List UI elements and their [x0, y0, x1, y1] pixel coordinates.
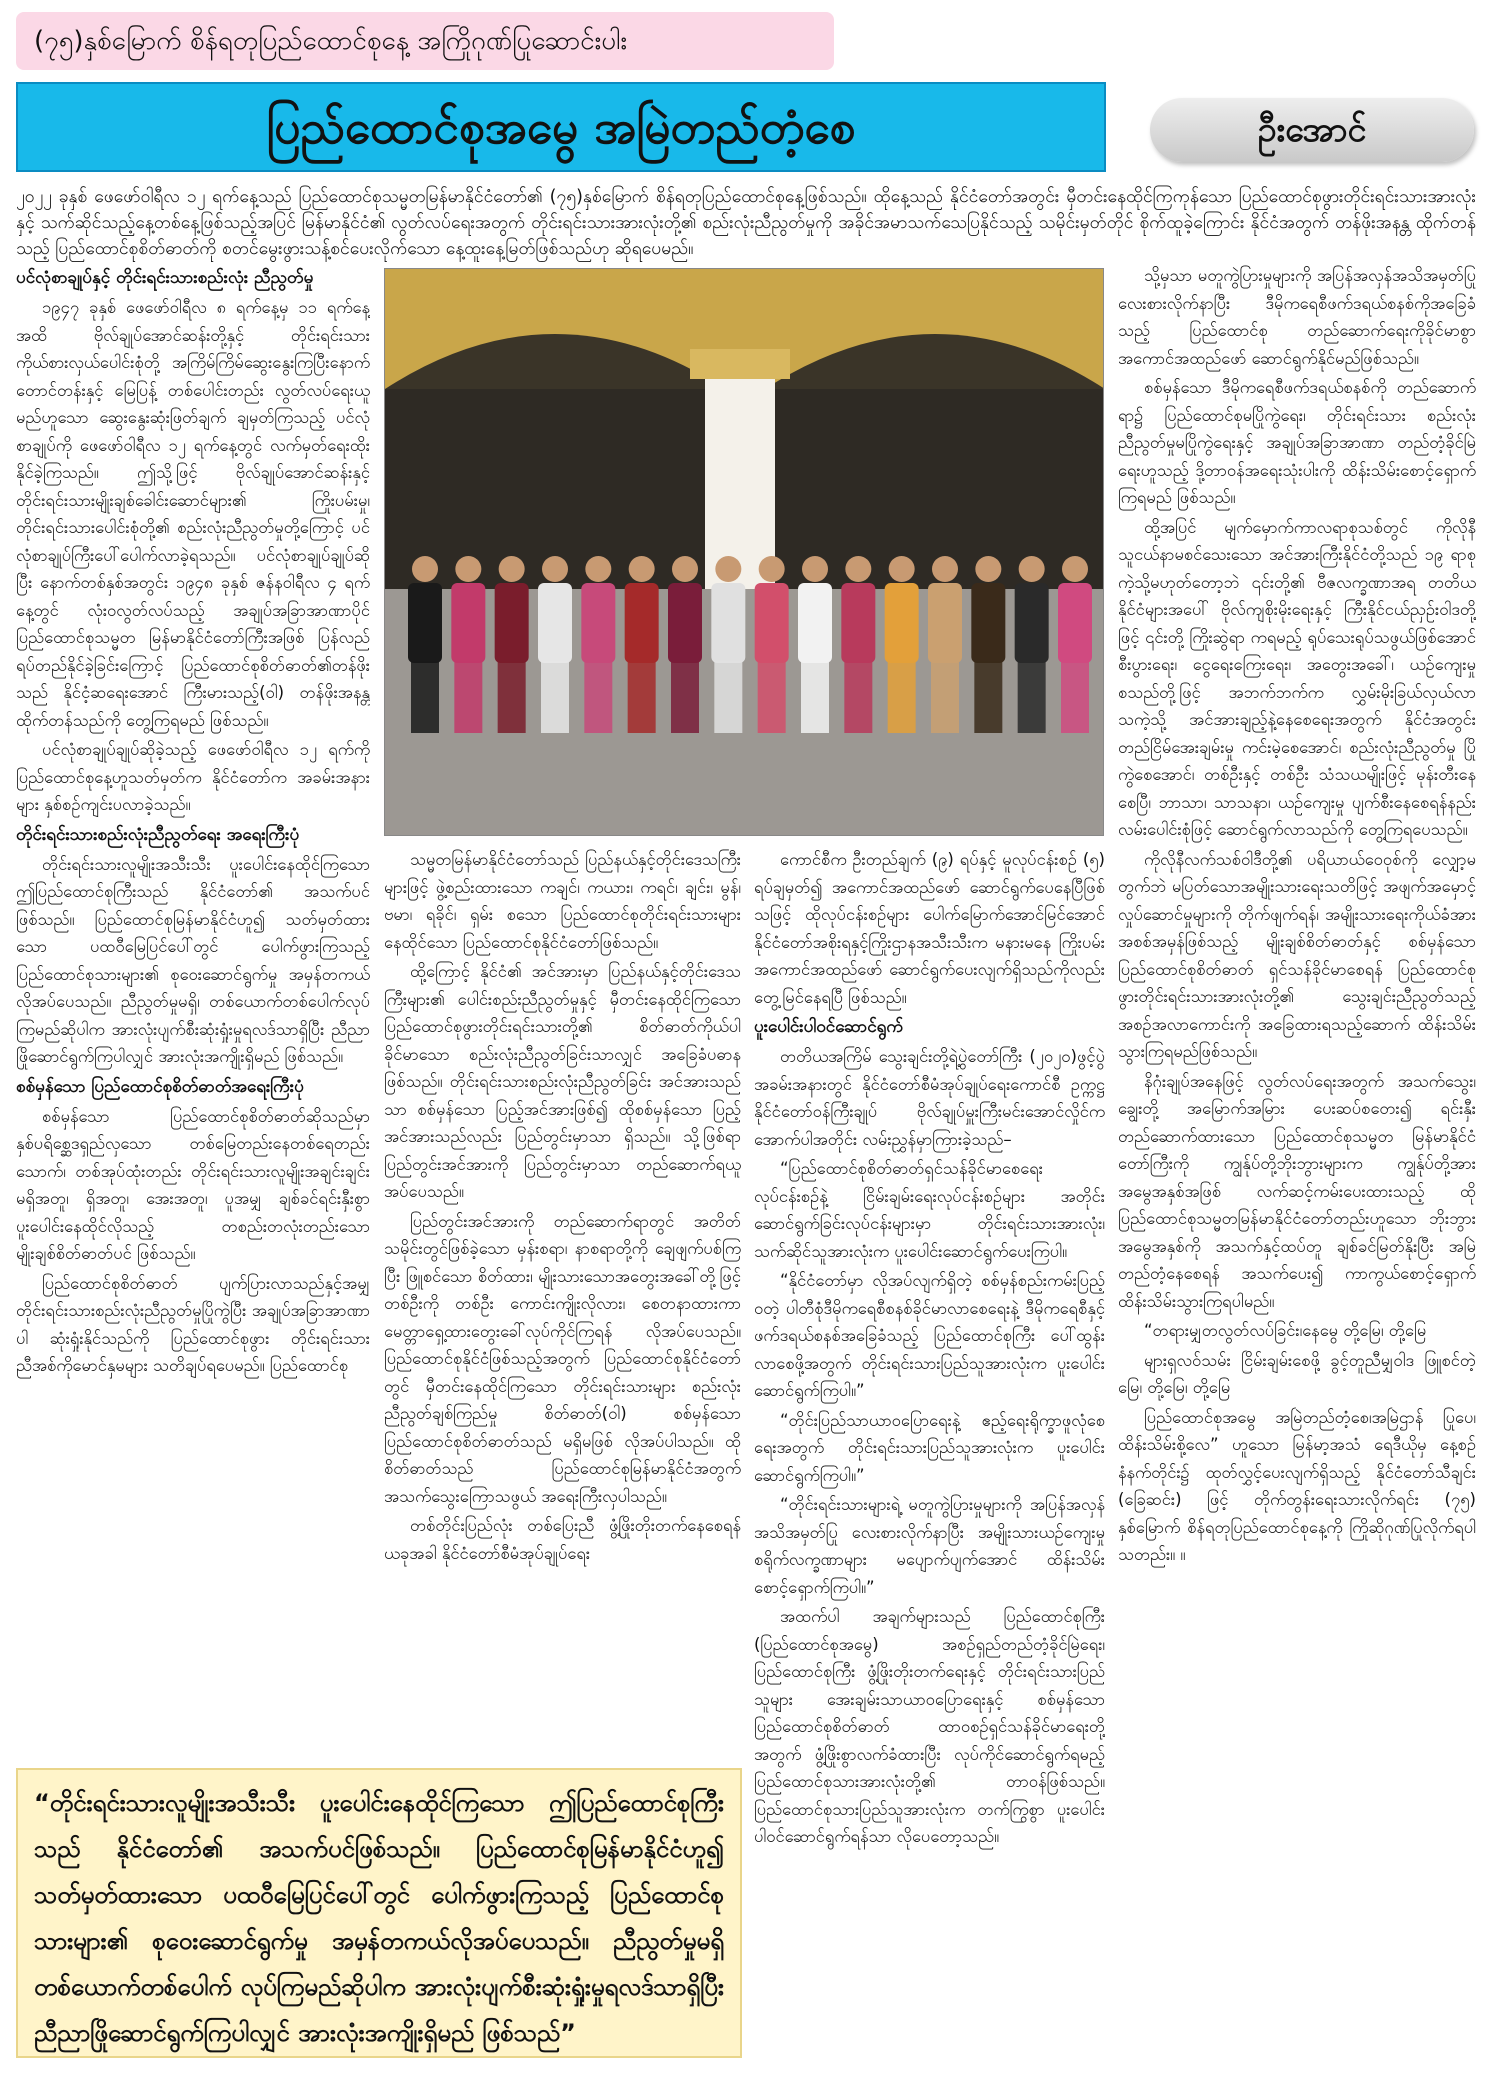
- person-legs: [974, 661, 1002, 733]
- person-body: [1015, 583, 1049, 663]
- paragraph: တတိယအကြိမ် သွေးချင်းတို့ရဲ့ပွဲတော်ကြီး (၂၀၂၀)ဖွင့်ပွဲအခမ်းအနားတွင် နိုင်ငံတော်စီမံအုပ်ချုပ်ရေးကောင်စီ ဥက္ကဋ္ဌ နိုင်ငံတော်ဝန်ကြီးချုပ် ဗိုလ်ချုပ်မှူးကြီးမင်းအောင်လှိုင်က အောက်ပါအတိုင်း လမ်းညွှန်မှာကြားခဲ့သည်–: [754, 1047, 1105, 1149]
- person-body: [711, 583, 745, 663]
- person-legs: [541, 661, 569, 733]
- person-head: [932, 556, 958, 582]
- paragraph: ကိုလိုနီလက်သစ်ဝါဒီတို့၏ ပရိယာယ်ဝေဝုစ်ကို လျှော့မတွက်ဘဲ မပြတ်သောအမျိုးသားရေးသတိဖြင့် အဖျက်အမှောင့် လှုပ်ဆောင်မှုများကို တိုက်ဖျက်ရန်၊ အမျိုးသားရေးကိုယ်ခံအား အစစ်အမှန်ဖြစ်သည့် မျိုးချစ်စိတ်ဓာတ်နှင့် စစ်မှန်သော ပြည်ထောင်စုစိတ်ဓာတ် ရှင်သန်ခိုင်မာစေရန် ပြည်ထောင်စုဖွားတိုင်းရင်းသားအားလုံးတို့၏ သွေးချင်းညီညွတ်သည့် အစဉ်အလာကောင်းကို အခြေထားရသည့်ဆောက် ထိန်းသိမ်းသွားကြရမည်ဖြစ်သည်။: [1118, 849, 1476, 1061]
- person-body: [928, 583, 962, 663]
- paragraph: ပြည်ထောင်စုအမွေ အမြဲတည်တံ့စေ၊အမြဲဌာန် ပြုပေ၊ ထိန်းသိမ်းစို့လေ” ဟူသော မြန်မာ့အသံ ရေဒီယိုမှ နေ့စဉ်နံနက်တိုင်း၌ ထုတ်လွှင့်ပေးလျက်ရှိသည့် နိုင်ငံတော်သီချင်း (ခြေဆင်း) ဖြင့် တိုက်တွန်းရေးသားလိုက်ရင်း (၇၅) နှစ်မြောက် စိန်ရတုပြည်ထောင်စုနေ့ကို ကြိုဆိုဂုဏ်ပြုလိုက်ရပါသတည်း။ ။: [1118, 1407, 1476, 1564]
- person-body: [755, 583, 789, 663]
- person-body: [1058, 583, 1092, 663]
- person-head: [759, 556, 785, 582]
- person-body: [885, 583, 919, 663]
- person-legs: [454, 661, 482, 733]
- song-line: များရှလဝ်သမ်း ငြိမ်းချမ်းစေဖို့ ခွင့်တူညီမျှဝါဒ ဖြူစင်တဲ့မြေ၊ တို့မြေ၊ တို့မြေ: [1118, 1350, 1476, 1397]
- paragraph: သို့မှသာ မတူကွဲပြားမှုများကို အပြန်အလှန်အသိအမှတ်ပြုလေးစားလိုက်နာပြီး ဒီမိုကရေစီဖက်ဒရယ်စနစ်ကိုအခြေခံသည့် ပြည်ထောင်စု တည်ဆောက်ရေးကိုခိုင်မာစွာ အကောင်အထည်ဖော် ဆောင်ရွက်နိုင်မည်ဖြစ်သည်။: [1118, 266, 1476, 368]
- person-body: [625, 583, 659, 663]
- paragraph: သမ္မတမြန်မာနိုင်ငံတော်သည် ပြည်နယ်နှင့်တိုင်းဒေသကြီးများဖြင့် ဖွဲ့စည်းထားသော ကချင်၊ ကယား၊ ကရင်၊ ချင်း၊ မွန်၊ ဗမာ၊ ရခိုင်၊ ရှမ်း စသော ပြည်ထောင်စုတိုင်းရင်းသားများ နေထိုင်သော ပြည်ထောင်စုနိုင်ငံတော်ဖြစ်သည်။: [384, 850, 741, 952]
- paragraph: ၁၉၄၇ ခုနှစ် ဖေဖော်ဝါရီလ ၈ ရက်နေ့မှ ၁၁ ရက်နေ့အထိ ဗိုလ်ချုပ်အောင်ဆန်းတို့နှင့် တိုင်းရင်းသားကိုယ်စားလှယ်ပေါင်းစုံတို့ အကြိမ်ကြိမ်ဆွေးနွေးကြပြီးနောက် တောင်တန်းနှင့် မြေပြန့် တစ်ပေါင်းတည်း လွတ်လပ်ရေးယူမည်ဟူသော ဆွေးနွေးဆုံးဖြတ်ချက် ချမှတ်ကြသည့် ပင်လုံစာချုပ်ကို ဖေဖော်ဝါရီလ ၁၂ ရက်နေ့တွင် လက်မှတ်ရေးထိုးနိုင်ခဲ့ကြသည်။ ဤသို့ဖြင့် ဗိုလ်ချုပ်အောင်ဆန်းနှင့် တိုင်းရင်းသားမျိုးချစ်ခေါင်းဆောင်များ၏ ကြိုးပမ်းမှု၊ တိုင်းရင်းသားပေါင်းစုံတို့၏ စည်းလုံးညီညွတ်မှုတို့ကြောင့် ပင်လုံစာချုပ်ကြီးပေါ်ပေါက်လာခဲ့ရသည်။ ပင်လုံစာချုပ်ချုပ်ဆိုပြီး နောက်တစ်နှစ်အတွင်း ၁၉၄၈ ခုနှစ် ဇန်နဝါရီလ ၄ ရက်နေ့တွင် လုံးဝလွတ်လပ်သည့် အချုပ်အခြာအာဏာပိုင် ပြည်ထောင်စုသမ္မတ မြန်မာနိုင်ငံတော်ကြီးအဖြစ် ပြန်လည်ရပ်တည်နိုင်ခဲ့ခြင်းကြောင့် ပြည်ထောင်စုစိတ်ဓာတ်၏တန်ဖိုးသည် နိုင်ငံ့ဆရေးအောင် ကြီးမားသည့်(ဝါ) တန်ဖိုးအနန္တထိုက်တန်သည်ကို တွေ့ကြရမည် ဖြစ်သည်။: [16, 298, 370, 730]
- person-head: [845, 556, 871, 582]
- subheading: တိုင်းရင်းသားစည်းလုံးညီညွတ်ရေး အရေးကြီးပုံ: [16, 824, 300, 845]
- person-body: [451, 583, 485, 663]
- paragraph: ပင်လုံစာချုပ်ချုပ်ဆိုခဲ့သည့် ဖေဖော်ဝါရီလ ၁၂ ရက်ကို ပြည်ထောင်စုနေ့ဟူသတ်မှတ်က နိုင်ငံတော်က အခမ်းအနားများ နှစ်စဉ်ကျင်းပလာခဲ့သည်။: [16, 740, 370, 814]
- person-body: [495, 583, 529, 663]
- person-head: [412, 556, 438, 582]
- article-intro: ၂၀၂၂ ခုနှစ် ဖေဖော်ဝါရီလ ၁၂ ရက်နေ့သည် ပြည်ထောင်စုသမ္မတမြန်မာနိုင်ငံတော်၏ (၇၅)နှစ်မြောက် စိန်ရတုပြည်ထောင်စုနေ့ဖြစ်သည်။ ထိုနေ့သည် နိုင်ငံတော်အတွင်း မှီတင်းနေထိုင်ကြကုန်သော ပြည်ထောင်စုဖွားတိုင်းရင်းသားအားလုံးနှင့် သက်ဆိုင်သည့်နေ့တစ်နေ့ဖြစ်သည့်အပြင် မြန်မာနိုင်ငံ၏ လွတ်လပ်ရေးအတွက် တိုင်းရင်းသားအားလုံးတို့၏ စည်းလုံးညီညွတ်မှုကို အခိုင်အမာသက်သေပြနိုင်သည့် သမိုင်းမှတ်တိုင် စိုက်ထူခဲ့ကြောင်း နိုင်ငံအတွက် တန်ဖိုးအနန္တ ထိုက်တန်သည့် ပြည်ထောင်စုစိတ်ဓာတ်ကို စတင်မွေးဖွားသန့်စင်ပေးလိုက်သော နေ့ထူးနေ့မြတ်ဖြစ်သည်ဟု ဆိုရပေမည်။: [16, 187, 1476, 259]
- person-head: [975, 556, 1001, 582]
- quote-paragraph: “ပြည်ထောင်စုစိတ်ဓာတ်ရှင်သန်ခိုင်မာစေရေး လုပ်ငန်းစဉ်နဲ့ ငြိမ်းချမ်းရေးလုပ်ငန်းစဉ်များ အတိုင်း ဆောင်ရွက်ခြင်းလုပ်ငန်းများမှာ တိုင်းရင်းသားအားလုံး၊ သက်ဆိုင်သူအားလုံးက ပူးပေါင်းဆောင်ရွက်ပေးကြပါ။: [754, 1159, 1105, 1261]
- person-legs: [888, 661, 916, 733]
- person-head: [715, 556, 741, 582]
- person-legs: [1018, 661, 1046, 733]
- person-legs: [584, 661, 612, 733]
- pillar-capital: [690, 349, 790, 379]
- paragraph: စစ်မှန်သော ဒီမိုကရေစီဖက်ဒရယ်စနစ်ကို တည်ဆောက်ရာ၌ ပြည်ထောင်စုမပြိုကွဲရေး၊ တိုင်းရင်းသား စည်းလုံးညီညွတ်မှုမပြိုကွဲရေးနှင့် အချုပ်အခြာအာဏာ တည်တံ့ခိုင်မြဲရေးဟူသည့် ဒို့တာဝန်အရေးသုံးပါးကို ထိန်းသိမ်းစောင့်ရှောက်ကြရမည် ဖြစ်သည်။: [1118, 378, 1476, 507]
- column-3: [754, 846, 1105, 2056]
- paragraph: အထက်ပါ အချက်များသည် ပြည်ထောင်စုကြီး (ပြည်ထောင်စုအမွေ) အစဉ်ရှည်တည်တံ့ခိုင်မြဲရေး၊ ပြည်ထောင်စုကြီး ဖွံ့ဖြိုးတိုးတက်ရေးနှင့် တိုင်းရင်းသားပြည်သူများ အေးချမ်းသာယာဝပြောရေးနှင့် စစ်မှန်သော ပြည်ထောင်စုစိတ်ဓာတ် ထာဝစဉ်ရှင်သန်ခိုင်မာရေးတို့အတွက် ဖွံ့ဖြိုးစွာလက်ခံထားပြီး လုပ်ကိုင်ဆောင်ရွက်ရမည့် ပြည်ထောင်စုသားအားလုံးတို့၏ တာဝန်ဖြစ်သည်။ ပြည်ထောင်စုသားပြည်သူအားလုံးက တက်ကြွစွာ ပူးပေါင်းပါဝင်ဆောင်ရွက်ရန်သာ လိုပေတော့သည်။: [754, 1607, 1105, 1846]
- column-4: [1118, 262, 1476, 2062]
- person-head: [499, 556, 525, 582]
- group-photo-illustration: [385, 269, 1104, 836]
- person-body: [971, 583, 1005, 663]
- person-legs: [758, 661, 786, 733]
- paragraph: စစ်မှန်သော ပြည်ထောင်စုစိတ်ဓာတ်ဆိုသည်မှာ နှစ်ပရိစ္ဆေဒရှည်လှသော တစ်မြေတည်းနေတစ်ရေတည်းသောက်၊ တစ်အုပ်ထုံးတည်း တိုင်းရင်းသားလူမျိုးအချင်းချင်း မရှိအတူ၊ ရှိအတူ၊ အေးအတူ၊ ပူအမျှ ချစ်ခင်ရင်းနှီးစွာ ပူးပေါင်းနေထိုင်လိုသည့် တစည်းတလုံးတည်းသော မျိုးချစ်စိတ်ဓာတ်ပင် ဖြစ်သည်။: [16, 1106, 370, 1263]
- person-body: [408, 583, 442, 663]
- paragraph: ထို့ကြောင့် နိုင်ငံ၏ အင်အားမှာ ပြည်နယ်နှင့်တိုင်းဒေသကြီးများ၏ ပေါင်းစည်းညီညွတ်မှုနှင့် မှီတင်းနေထိုင်ကြသော ပြည်ထောင်စုဖွားတိုင်းရင်းသားတို့၏ စိတ်ဓာတ်ကိုယ်ပါ ခိုင်မာသော စည်းလုံးညီညွတ်ခြင်းသာလျှင် အခြေခံပဓာနဖြစ်သည်။ တိုင်းရင်းသားစည်းလုံးညီညွတ်ခြင်း အင်အားသည်သာ စစ်မှန်သော ပြည့်အင်အားဖြစ်၍ ထိုစစ်မှန်သော ပြည့်အင်အားသည်လည်း ပြည်တွင်းမှာသာ ရှိသည်။ သို့ဖြစ်ရာ ပြည်တွင်းအင်အားကို ပြည်တွင်းမှာသာ တည်ဆောက်ရယူအပ်ပေသည်။: [384, 962, 741, 1201]
- paragraph: ပြည်ထောင်စုစိတ်ဓာတ် ပျက်ပြားလာသည်နှင့်အမျှ တိုင်းရင်းသားစည်းလုံးညီညွတ်မှုပြိုကွဲပြီး အချုပ်အခြာအာဏာပါ ဆုံးရှုံးနိုင်သည်ကို ပြည်ထောင်စုဖွား တိုင်းရင်းသားညီအစ်ကိုမောင်နှမများ သတိချပ်ရပေမည်။ ပြည်ထောင်စု: [16, 1273, 370, 1375]
- song-line: “တရားမျှတလွတ်လပ်ခြင်း၊နေမွေ တို့မြေ၊ တို့မြေ: [1144, 1321, 1427, 1340]
- person-legs: [411, 661, 439, 733]
- person-head: [672, 556, 698, 582]
- person-body: [538, 583, 572, 663]
- person-head: [629, 556, 655, 582]
- person-body: [841, 583, 875, 663]
- person-legs: [671, 661, 699, 733]
- person-legs: [628, 661, 656, 733]
- article-headline: ပြည်ထောင်စုအမွေ အမြဲတည်တံ့စေ: [16, 82, 1106, 172]
- person-body: [581, 583, 615, 663]
- author-badge: ဦးအောင်: [1150, 98, 1474, 162]
- person-legs: [714, 661, 742, 733]
- person-legs: [931, 661, 959, 733]
- person-body: [798, 583, 832, 663]
- paragraph: ကောင်စီက ဦးတည်ချက် (၉) ရပ်နှင့် မူလုပ်ငန်းစဉ် (၅) ရပ်ချမှတ်၍ အကောင်အထည်ဖော် ဆောင်ရွက်ပေနေပြီဖြစ်သဖြင့် ထိုလုပ်ငန်းစဉ်များ ပေါက်မြောက်အောင်မြင်အောင် နိုင်ငံတော်အစိုးရနှင့်ကြိုးဌာနအသီးသီးက မနားမနေ ကြိုးပမ်းအကောင်အထည်ဖော် ဆောင်ရွက်ပေးလျက်ရှိသည်ကိုလည်း တွေ့မြင်နေရပြီ ဖြစ်သည်။: [754, 850, 1105, 1007]
- pull-quote: “တိုင်းရင်းသားလူမျိုးအသီးသီး ပူးပေါင်းနေထိုင်ကြသော ဤပြည်ထောင်စုကြီးသည် နိုင်ငံတော်၏ အသက်ပင်ဖြစ်သည်။ ပြည်ထောင်စုမြန်မာနိုင်ငံဟူ၍ သတ်မှတ်ထားသော ပထဝီမြေပြင်ပေါ်တွင် ပေါက်ဖွားကြသည့် ပြည်ထောင်စုသားများ၏ စုဝေးဆောင်ရွက်မှု အမှန်တကယ်လိုအပ်ပေသည်။ ညီညွတ်မှုမရှိ တစ်ယောက်တစ်ပေါက် လုပ်ကြမည်ဆိုပါက အားလုံးပျက်စီးဆုံးရှုံးမှုရလဒ်သာရှိပြီး ညီညာဖြိုဆောင်ရွက်ကြပါလျှင် အားလုံးအကျိုးရှိမည် ဖြစ်သည်”: [16, 1768, 742, 2058]
- column-2: [384, 846, 741, 1752]
- person-legs: [844, 661, 872, 733]
- person-head: [542, 556, 568, 582]
- subheading: ပူးပေါင်းပါဝင်ဆောင်ရွက်: [754, 1017, 904, 1037]
- person-head: [1062, 556, 1088, 582]
- group-photo: [384, 268, 1104, 836]
- subheading: ပင်လုံစာချုပ်နှင့် တိုင်းရင်းသားစည်းလုံး ညီညွတ်မှု: [16, 268, 314, 288]
- person-head: [1019, 556, 1045, 582]
- person-body: [668, 583, 702, 663]
- paragraph: ပြည်တွင်းအင်အားကို တည်ဆောက်ရာတွင် အတိတ်သမိုင်းတွင်ဖြစ်ခဲ့သော မှန်းစရာ၊ နာစရာတို့ကို ချေဖျက်ပစ်ကြပြီး ဖြူစင်သော စိတ်ထား၊ မျိုးသားသောအတွေးအခေါ်တို့ဖြင့် တစ်ဦးကို တစ်ဦး ကောင်းကျိုးလိုလား၊ စေတနာထားကာ မေတ္တာရှေ့ထားတွေးခေါ်လုပ်ကိုင်ကြရန် လိုအပ်ပေသည်။ ပြည်ထောင်စုနိုင်ငံဖြစ်သည့်အတွက် ပြည်ထောင်စုနိုင်ငံတော်တွင် မှီတင်းနေထိုင်ကြသော တိုင်းရင်းသားများ စည်းလုံးညီညွတ်ချစ်ကြည်မှု စိတ်ဓာတ်(ဝါ) စစ်မှန်သော ပြည်ထောင်စုစိတ်ဓာတ်သည် မရှိမဖြစ် လိုအပ်ပါသည်။ ထိုစိတ်ဓာတ်သည် ပြည်ထောင်စုမြန်မာနိုင်ငံအတွက် အသက်သွေးကြောသဖွယ် အရေးကြီးလှပါသည်။: [384, 1211, 741, 1506]
- person-head: [889, 556, 915, 582]
- subheading: စစ်မှန်သော ပြည်ထောင်စုစိတ်ဓာတ်အရေးကြီးပုံ: [16, 1076, 304, 1097]
- paragraph: တစ်တိုင်းပြည်လုံး တစ်ပြေးညီ ဖွံ့ဖြိုးတိုးတက်နေစေရန် ယခုအခါ နိုင်ငံတော်စီမံအုပ်ချုပ်ရေး: [384, 1516, 741, 1563]
- series-banner: (၇၅)နှစ်မြောက် စိန်ရတုပြည်ထောင်စုနေ့ အကြိုဂုဏ်ပြုဆောင်းပါး: [16, 12, 834, 70]
- person-head: [802, 556, 828, 582]
- column-1: [16, 262, 370, 1752]
- person-legs: [1061, 661, 1089, 733]
- person-head: [455, 556, 481, 582]
- paragraph: တိုင်းရင်းသားလူမျိုးအသီးသီး ပူးပေါင်းနေထိုင်ကြသော ဤပြည်ထောင်စုကြီးသည် နိုင်ငံတော်၏ အသက်ပင်ဖြစ်သည်။ ပြည်ထောင်စုမြန်မာနိုင်ငံဟူ၍ သတ်မှတ်ထားသော ပထဝီမြေပြင်ပေါ်တွင် ပေါက်ဖွားကြသည့် ပြည်ထောင်စုသားများ၏ စုဝေးဆောင်ရွက်မှု အမှန်တကယ်လိုအပ်ပေသည်။ ညီညွတ်မှုမရှိ၊ တစ်ယောက်တစ်ပေါက်လုပ်ကြမည်ဆိုပါက အားလုံးပျက်စီးဆုံးရှုံးမှုရလဒ်သာရှိပြီး ညီညာဖြိုဆောင်ရွက်ကြပါလျှင် အားလုံးအကျိုးရှိမည် ဖြစ်သည်။: [16, 854, 370, 1066]
- quote-paragraph: “နိုင်ငံတော်မှာ လိုအပ်လျက်ရှိတဲ့ စစ်မှန်စည်းကမ်းပြည့်ဝတဲ့ ပါတီစုံဒီမိုကရေစီစနစ်ခိုင်မာလာစေရေးနဲ့ ဒီမိုကရေစီနှင့် ဖက်ဒရယ်စနစ်အခြေခံသည့် ပြည်ထောင်စုကြီး ပေါ်ထွန်းလာစေဖို့အတွက် တိုင်းရင်းသားပြည်သူအားလုံးက ပူးပေါင်းဆောင်ရွက်ကြပါ။”: [754, 1271, 1105, 1400]
- quote-paragraph: “တိုင်းပြည်သာယာဝပြောရေးနဲ့ ဧည့်ရေးရိုက္ခာဖူလုံစေရေးအတွက် တိုင်းရင်းသားပြည်သူအားလုံးက ပူးပေါင်းဆောင်ရွက်ကြပါ။”: [754, 1410, 1105, 1485]
- paragraph: ထို့အပြင် မျက်မှောက်ကာလရာစုသစ်တွင် ကိုလိုနီ သူငယ်နာမစင်သေးသော အင်အားကြီးနိုင်ငံတို့သည် ၁၉ ရာစုကဲ့သို့မဟုတ်တော့ဘဲ ၎င်းတို့၏ ဗီဇလက္ခဏာအရ တတိယနိုင်ငံများအပေါ် ဗိုလ်ကျစိုးမိုးရေးနှင့် ကြီးနိုင်ငယ်ညှဉ်းဝါဒတို့ဖြင့် ၎င်းတို့ ကြိုးဆွဲရာ ကရမည့် ရုပ်သေးရုပ်သဖွယ်ဖြစ်အောင် စီးပွားရေး၊ ငွေရေးကြေးရေး၊ အတွေးအခေါ်၊ ယဉ်ကျေးမှုစသည်တို့ဖြင့် အဘက်ဘက်က လွှမ်းမိုးခြယ်လှယ်လာသကဲ့သို့ အင်အားချည့်နဲ့နေစေရေးအတွက် နိုင်ငံအတွင်း တည်ငြိမ်အေးချမ်းမှု ကင်းမဲ့စေအောင်၊ စည်းလုံးညီညွတ်မှု ပြိုကွဲစေအောင်၊ တစ်ဦးနှင့် တစ်ဦး သံသယမျိုးဖြင့် မုန်းတီးနေစေပြီ၊ ဘာသာ၊ သာသနာ၊ ယဉ်ကျေးမှု ပျက်စီးနေစေရန်နည်းလမ်းပေါင်းစုံဖြင့် ဆောင်ရွက်လာသည်ကို တွေ့ကြရပေသည်။: [1118, 517, 1476, 839]
- quote-paragraph: “တိုင်းရင်းသားများရဲ့ မတူကွဲပြားမှုများကို အပြန်အလှန်အသိအမှတ်ပြု လေးစားလိုက်နာပြီး အမျိုးသားယဉ်ကျေးမှု စရိုက်လက္ခဏာများ မပျောက်ပျက်အောင် ထိန်းသိမ်းစောင့်ရှောက်ကြပါ။”: [754, 1495, 1105, 1597]
- person-head: [585, 556, 611, 582]
- paragraph: နိဂုံးချုပ်အနေဖြင့် လွတ်လပ်ရေးအတွက် အသက်သွေး၊ ချွေးတို့ အမြောက်အမြား ပေးဆပ်စတေး၍ ရင်းနှီးတည်ဆောက်ထားသော ပြည်ထောင်စုသမ္မတ မြန်မာနိုင်ငံတော်ကြီးကို ကျွန်ုပ်တို့ဘိုးဘွားများက ကျွန်ုပ်တို့အား အမွေအနှစ်အဖြစ် လက်ဆင့်ကမ်းပေးထားသည့် ထိုပြည်ထောင်စုသမ္မတမြန်မာနိုင်ငံတော်တည်းဟူသော ဘိုးဘွားအမွေအနှစ်ကို အသက်နှင့်ထပ်တူ ချစ်ခင်မြတ်နိုးပြီး အမြဲတည်တံ့နေစေရန် အသက်ပေး၍ ကာကွယ်စောင့်ရှောက်ထိန်းသိမ်းသွားကြရပါမည်။: [1118, 1071, 1476, 1311]
- person-legs: [498, 661, 526, 733]
- person-legs: [801, 661, 829, 733]
